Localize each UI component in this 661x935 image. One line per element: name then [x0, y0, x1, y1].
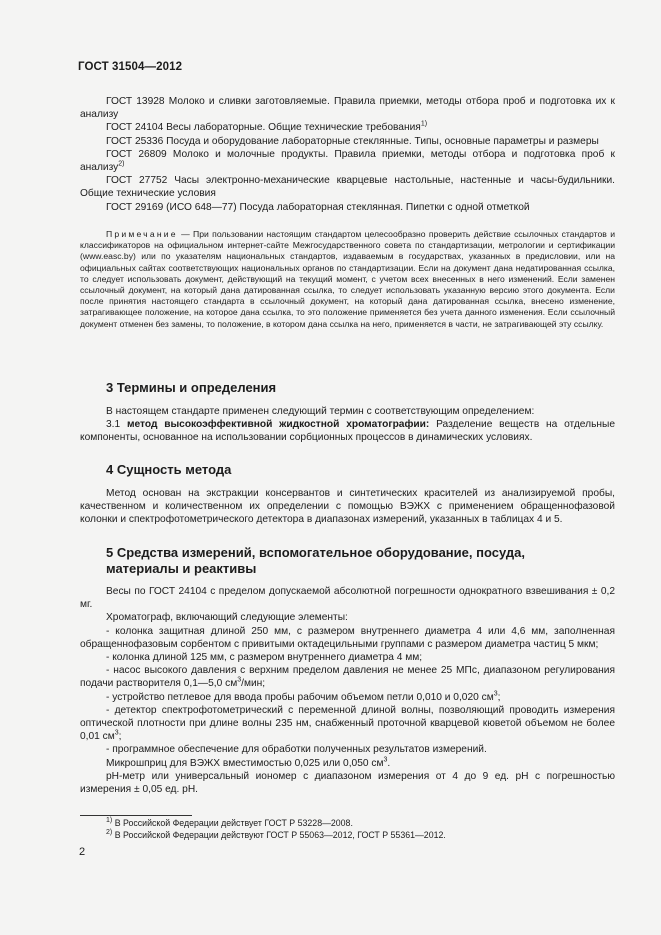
note-block: [80, 229, 615, 330]
paragraph: Весы по ГОСТ 24104 с пределом допускаемой абсолютной погрешности однократного взвешивания ± 0,2 мг.: [80, 586, 615, 611]
running-header: ГОСТ 31504—2012: [78, 61, 183, 73]
term: метод высокоэффективной жидкостной хроматографии:: [126, 419, 430, 431]
footnote-mark: 1): [420, 121, 428, 129]
reference-item: ГОСТ 24104 Весы лабораторные. Общие технические требования$^{1)}$: [106, 121, 428, 134]
section-4-body: [80, 487, 615, 527]
reference-item: ГОСТ 29169 (ИСО 648—77) Посуда лабораторная стеклянная. Пипетки с одной отметкой: [106, 201, 530, 213]
reference-item: ГОСТ 26809 Молоко и молочные продукты. Правила приемки, методы отбора и подготовка проб к анализу$^{2)}$: [80, 148, 615, 174]
footnotes: [80, 817, 615, 841]
paragraph: Микрошприц для ВЭЖХ вместимостью 0,025 или 0,050 $см^3$.: [106, 756, 391, 769]
list-item: - детектор спектрофотометрический с переменной длиной волны, позволяющий проводить измерения оптической плотности при длине волны 235 нм, снабженный проточной кварцевой кюветой объемом не более 0,01 $см^3$;: [80, 704, 615, 743]
list-item: - колонка защитная длиной 250 мм, с размером внутреннего диаметра 4 или 4,6 мм, заполненная обращеннофазовым сорбентом с привитыми октадецильными группами с размером диаметра частиц 5 мкм;: [80, 625, 615, 650]
list-item: - насос высокого давления с верхним пределом давления не менее 25 МПс, диапазоном регулирования подачи растворителя 0,1—5,0 $см^3$/мин;: [80, 665, 615, 690]
reference-item: ГОСТ 13928 Молоко и сливки заготовляемые. Правила приемки, методы отбора проб и подготовка их к анализу: [80, 96, 615, 121]
section-5-body: [80, 585, 615, 796]
section-5-title: 5 Средства измерений, вспомогательное оборудование, посуда, материалы и реактивы: [106, 545, 525, 576]
reference-item: ГОСТ 27752 Часы электронно-механические кварцевые настольные, настенные и часы-будильники. Общие технические условия: [80, 175, 615, 200]
list-item: - устройство петлевое для ввода пробы рабочим объемом петли 0,010 и 0,020 $см^3$;: [106, 690, 501, 703]
paragraph: В настоящем стандарте применен следующий термин с соответствующим определением:: [106, 406, 535, 417]
paragraph: рН-метр или универсальный иономер с диапазоном измерения от 4 до 9 ед. рН с погрешностью измерения ± 0,05 ед. рН.: [80, 770, 615, 796]
note-label: Примечание: [106, 229, 178, 239]
paragraph: Метод основан на экстракции консервантов и синтетических красителей из анализируемой пробы, качественном и количественном их определении с помощью ВЭЖХ с применением обращеннофазовой колонки и спектрофотометрического детектора в диапазонах измерений, указанных в таблицах 4 и 5.: [80, 488, 615, 526]
note-text: — При пользовании настоящим стандартом целесообразно проверить действие ссылочных стандартов и классификаторов на официальном интернет-сайте Межгосударственного совета по стандартизации, метрологии и сертификации (www.easc.by) или по указателям национальных стандартов, издаваемым в государствах, указанных в предисловии, или на официальных сайтах соответствующих национальных органов по стандартизации. Если на документ дана недатированная ссылка, то следует использовать документ, действующий на текущий момент, с учетом всех внесенных в него изменений. Если заменен ссылочный документ, на который дана датированная ссылка, то следует использовать указанную версию этого документа. Если после принятия настоящего стандарта в ссылочный документ, на который дана датированная ссылка, внесено изменение, затрагивающее положение, на которое дана ссылка, то это положение применяется без учета данного изменения. Если ссылочный документ отменен без замены, то положение, в котором дана ссылка на него, применяется в части, не затрагивающей эту ссылку.: [80, 229, 615, 329]
section-4-title: 4 Сущность метода: [106, 462, 232, 477]
footnote: $^{1)}$ В Российской Федерации действует ГОСТ Р 53228—2008.: [106, 817, 353, 828]
normative-references: [80, 95, 615, 214]
reference-item: ГОСТ 25336 Посуда и оборудование лабораторные стеклянные. Типы, основные параметры и размеры: [106, 135, 599, 147]
section-3-body: [80, 405, 615, 445]
list-item: - колонка длиной 125 мм, с размером внутреннего диаметра 4 мм;: [106, 652, 423, 664]
page-number: 2: [79, 846, 86, 858]
term-definition: 3.1 метод высокоэффективной жидкостной хроматографии: Разделение веществ на отдельные компоненты, основанное на использовании сорбционных процессов в динамических условиях.: [80, 419, 615, 444]
footnote: $^{2)}$ В Российской Федерации действуют ГОСТ Р 55063—2012, ГОСТ Р 55361—2012.: [106, 829, 446, 840]
footnote-divider: [80, 815, 192, 816]
list-item: - программное обеспечение для обработки полученных результатов измерений.: [106, 744, 487, 756]
footnote-mark: 2): [118, 160, 125, 168]
section-3-title: 3 Термины и определения: [106, 380, 277, 395]
paragraph: Хроматограф, включающий следующие элементы:: [106, 612, 348, 624]
